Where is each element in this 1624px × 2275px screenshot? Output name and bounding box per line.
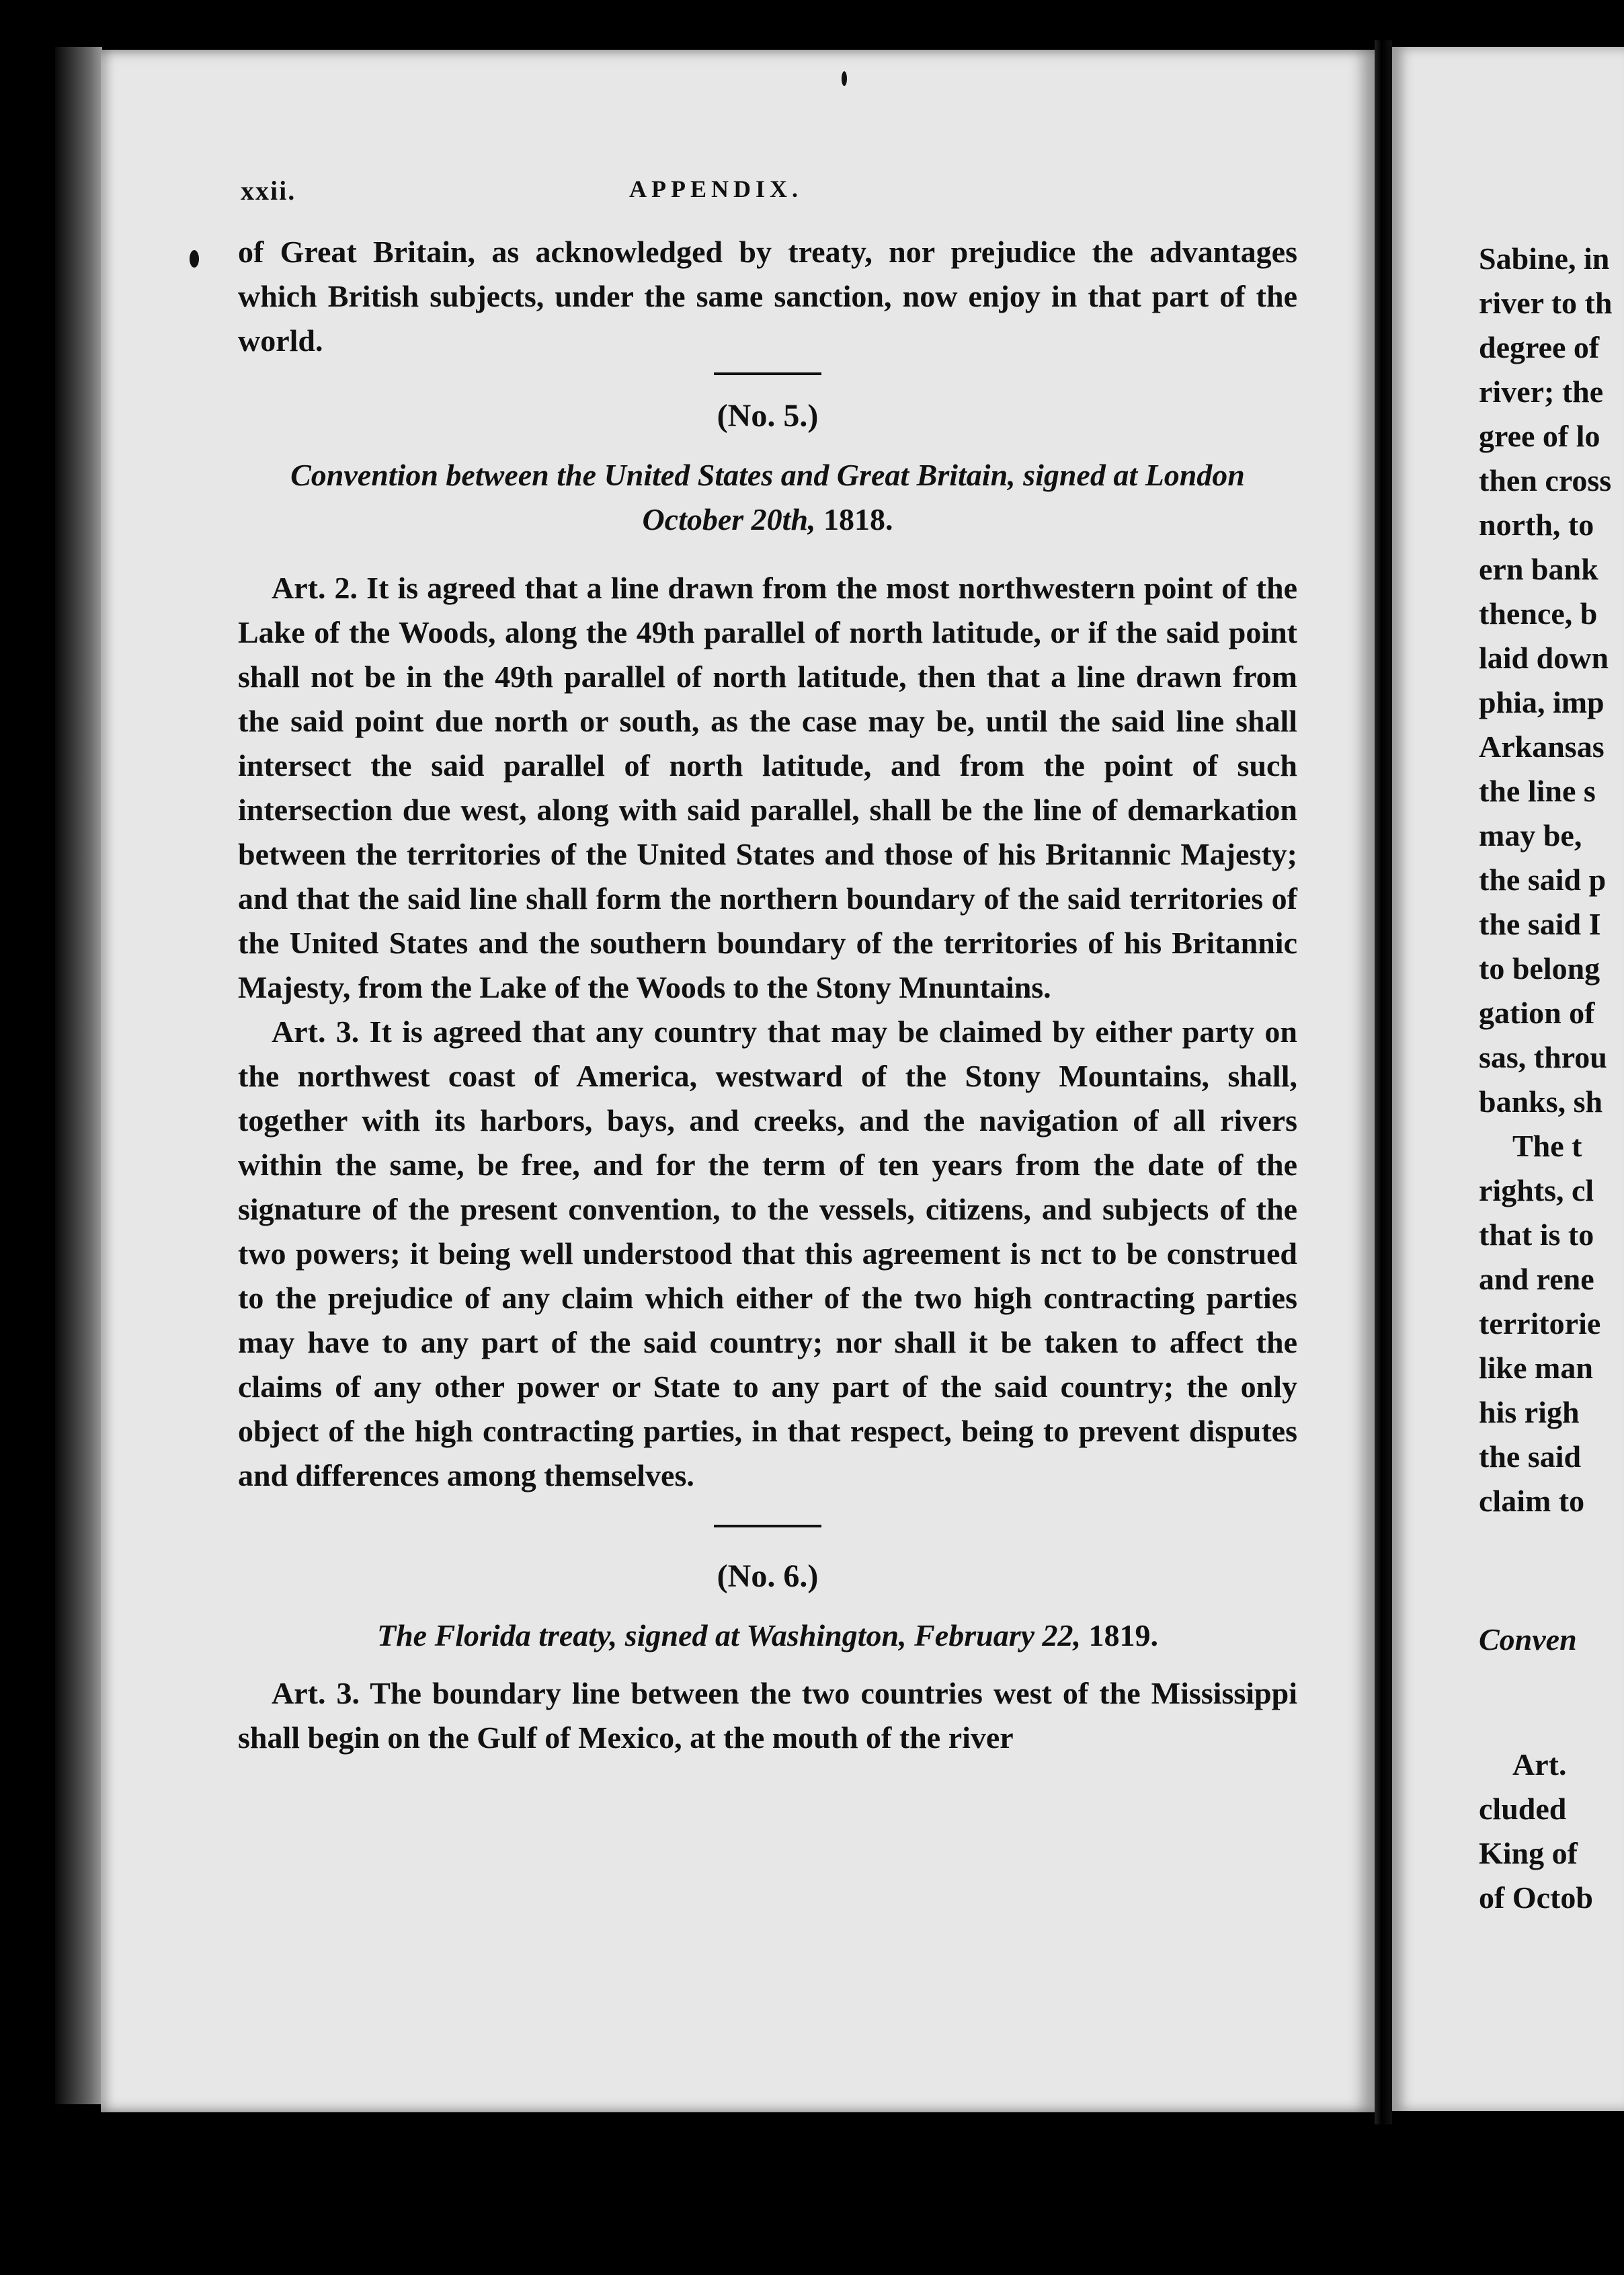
text-line: phia, imp: [1479, 685, 1605, 719]
article-paragraph: Art. 2. It is agreed that a line drawn from the most northwestern point of the Lake of the Woods, along the 49th parallel of north latitude, or if the said point shall not be in the 49th parallel of north latitude, then that a line drawn from the said point due north or south, as the case may be, until the said line shall intersect the said parallel of north latitude, and from the point of such intersection due west, along with said parallel, shall be the line of demarkation between the territories of the United States and those of his Britannic Majesty; and that the said line shall form the northern boundary of the said territories of the United States and the southern boundary of the territories of his Britannic Majesty, from the Lake of the Woods to the Stony Mnuntains.: [238, 571, 1297, 1004]
right-page-text: [1479, 237, 1624, 1920]
section-divider: [714, 372, 821, 375]
text-line: rights, cl: [1479, 1173, 1594, 1207]
subheading-text: Convention between the United States and Great Britain, signed at London October 20th,: [290, 458, 1245, 536]
subheading-year: 1819.: [1088, 1618, 1159, 1652]
text-line: degree of: [1479, 330, 1600, 364]
subheading-year: 1818.: [823, 502, 893, 536]
text-line: then cross: [1479, 463, 1612, 497]
text-line: like man: [1479, 1351, 1593, 1385]
text-line: The t: [1512, 1129, 1582, 1163]
text-line: territorie: [1479, 1306, 1601, 1341]
text-line: and rene: [1479, 1262, 1594, 1296]
text-line: ern bank: [1479, 552, 1598, 586]
text-line: the said I: [1479, 907, 1601, 941]
text-line: river to th: [1479, 286, 1613, 320]
page-gutter: [1375, 40, 1392, 2124]
text-line-italic: Conven: [1479, 1622, 1577, 1657]
text-line: gree of lo: [1479, 419, 1600, 453]
section-subheading-no5: [238, 453, 1297, 542]
text-line: banks, sh: [1479, 1084, 1603, 1119]
text-line: of Octob: [1479, 1880, 1593, 1915]
text-line: sas, throu: [1479, 1040, 1607, 1074]
continuation-paragraph: of Great Britain, as acknowledged by treaty, nor prejudice the advantages which British subjects, under the same sanction, now enjoy in that part of the world.: [238, 235, 1297, 358]
right-text-block-b: [1479, 1124, 1624, 1523]
ink-mark: [842, 71, 847, 86]
spacer: [1479, 1523, 1624, 1618]
text-line: cluded: [1479, 1792, 1567, 1826]
text-line: laid down: [1479, 641, 1609, 675]
ink-mark: [190, 250, 199, 268]
section-divider: [714, 1525, 821, 1527]
section-heading-no5: (No. 5.): [717, 398, 819, 434]
spacer: [1479, 1662, 1624, 1743]
section-heading-no6: (No. 6.): [717, 1558, 819, 1594]
text-line: thence, b: [1479, 596, 1598, 631]
text-line: gation of: [1479, 996, 1595, 1030]
right-text-block-c: [1479, 1743, 1624, 1920]
running-head: [134, 175, 1297, 215]
article-paragraph: Art. 3. The boundary line between the two countries west of the Mississippi shall begin on the Gulf of Mexico, at the mouth of the river: [238, 1676, 1297, 1755]
text-line: Art.: [1512, 1747, 1567, 1782]
text-line: the said: [1479, 1439, 1582, 1474]
section-subheading-no6: [238, 1613, 1297, 1658]
left-page-body: [238, 230, 1297, 1760]
text-line: claim to: [1479, 1484, 1585, 1518]
page-number: xxii.: [241, 175, 296, 206]
text-line: the line s: [1479, 774, 1596, 808]
text-line: Sabine, in: [1479, 241, 1610, 276]
text-line: may be,: [1479, 818, 1582, 852]
text-line: Arkansas: [1479, 729, 1605, 764]
text-line: the said p: [1479, 863, 1607, 897]
text-line: King of: [1479, 1836, 1578, 1870]
article-paragraph: Art. 3. It is agreed that any country that may be claimed by either party on the northwest coast of America, westward of the Stony Mountains, shall, together with its harbors, bays, and creeks, and the navigation of all rivers within the same, be free, and for the term of ten years from the date of the signature of the present convention, to the vessels, citizens, and subjects of the two powers; it being well understood that this agreement is nct to be construed to the prejudice of any claim which either of the two high contracting parties may have to any part of the said country; nor shall it be taken to affect the claims of any other power or State to any part of the said country; the only object of the high contracting parties, in that respect, being to prevent disputes and differences among themselves.: [238, 1014, 1297, 1492]
book-binding: [55, 47, 102, 2104]
text-line: to belong: [1479, 951, 1600, 986]
text-line: river; the: [1479, 374, 1604, 409]
subheading-text: The Florida treaty, signed at Washington, February 22,: [376, 1618, 1082, 1652]
right-text-block-a: [1479, 237, 1624, 1124]
text-line: his righ: [1479, 1395, 1580, 1429]
text-line: north, to: [1479, 508, 1594, 542]
text-line: that is to: [1479, 1218, 1594, 1252]
running-title: APPENDIX.: [629, 175, 803, 202]
